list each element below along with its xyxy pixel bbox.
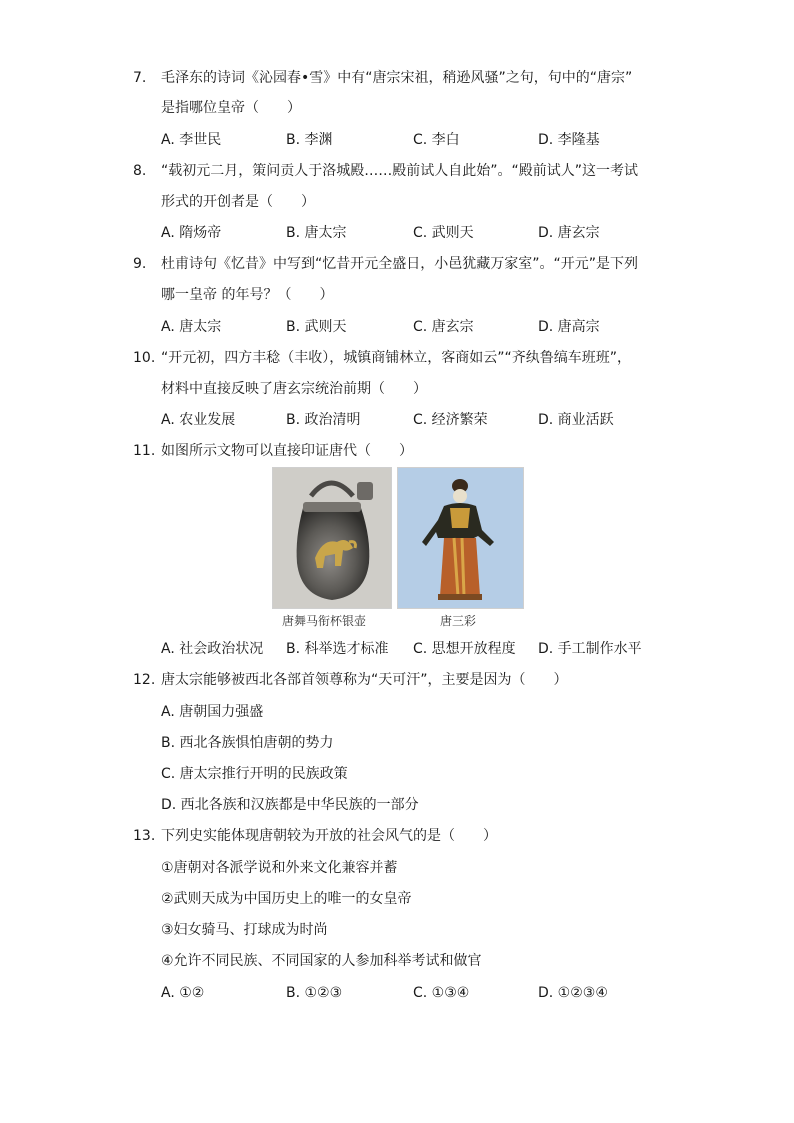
option-b[interactable]: B. 唐太宗 bbox=[286, 225, 347, 241]
option-a[interactable]: A. ①② bbox=[161, 985, 205, 1001]
option-d[interactable]: D. 西北各族和汉族都是中华民族的一部分 bbox=[161, 797, 419, 813]
option-b[interactable]: B. 政治清明 bbox=[286, 412, 361, 428]
caption-silver-pot: 唐舞马衔杯银壶 bbox=[282, 614, 367, 628]
question-stem-line: 材料中直接反映了唐玄宗统治前期（ ） bbox=[161, 381, 427, 397]
option-a[interactable]: A. 唐朝国力强盛 bbox=[161, 704, 264, 720]
option-b[interactable]: B. ①②③ bbox=[286, 985, 343, 1001]
option-c[interactable]: C. 唐太宗推行开明的民族政策 bbox=[161, 766, 348, 782]
option-d[interactable]: D. ①②③④ bbox=[538, 985, 608, 1001]
option-a[interactable]: A. 社会政治状况 bbox=[161, 641, 264, 657]
option-b[interactable]: B. 西北各族惧怕唐朝的势力 bbox=[161, 735, 334, 751]
question-stem-line: 如图所示文物可以直接印证唐代（ ） bbox=[161, 443, 413, 459]
option-c[interactable]: C. 武则天 bbox=[413, 225, 474, 241]
statement-4: ④允许不同民族、不同国家的人参加科举考试和做官 bbox=[161, 953, 482, 969]
option-d[interactable]: D. 手工制作水平 bbox=[538, 641, 642, 657]
option-d[interactable]: D. 李隆基 bbox=[538, 132, 600, 148]
option-a[interactable]: A. 唐太宗 bbox=[161, 319, 222, 335]
question-stem-line: 哪一皇帝 的年号？（ ） bbox=[161, 287, 334, 303]
statement-3: ③妇女骑马、打球成为时尚 bbox=[161, 922, 328, 938]
question-stem-line: “开元初，四方丰稔（丰收），城镇商铺林立，客商如云”“齐纨鲁缟车班班”， bbox=[161, 350, 632, 366]
question-stem-line: 唐太宗能够被西北各部首领尊称为“天可汗”，主要是因为（ ） bbox=[161, 672, 568, 688]
option-c[interactable]: C. 李白 bbox=[413, 132, 460, 148]
tang-sancai-image bbox=[397, 467, 524, 609]
option-c[interactable]: C. 思想开放程度 bbox=[413, 641, 516, 657]
option-b[interactable]: B. 李渊 bbox=[286, 132, 333, 148]
option-b[interactable]: B. 科举选才标准 bbox=[286, 641, 389, 657]
option-d[interactable]: D. 唐玄宗 bbox=[538, 225, 600, 241]
question-number: 11. bbox=[133, 443, 156, 459]
option-a[interactable]: A. 隋炀帝 bbox=[161, 225, 222, 241]
question-number: 10. bbox=[133, 350, 156, 366]
option-c[interactable]: C. 唐玄宗 bbox=[413, 319, 474, 335]
question-stem-line: 是指哪位皇帝（ ） bbox=[161, 100, 301, 116]
statement-2: ②武则天成为中国历史上的唯一的女皇帝 bbox=[161, 891, 412, 907]
question-number: 12. bbox=[133, 672, 156, 688]
silver-pot-image bbox=[272, 467, 392, 609]
option-d[interactable]: D. 唐高宗 bbox=[538, 319, 600, 335]
option-c[interactable]: C. 经济繁荣 bbox=[413, 412, 488, 428]
question-stem-line: “载初元二月，策问贡人于洛城殿……殿前试人自此始”。“殿前试人”这一考试 bbox=[161, 163, 639, 179]
option-d[interactable]: D. 商业活跃 bbox=[538, 412, 614, 428]
tang-sancai-figure-icon bbox=[398, 468, 523, 608]
option-b[interactable]: B. 武则天 bbox=[286, 319, 347, 335]
question-stem-line: 形式的开创者是（ ） bbox=[161, 194, 315, 210]
question-stem-line: 杜甫诗句《忆昔》中写到“忆昔开元全盛日，小邑犹藏万家室”。“开元”是下列 bbox=[161, 256, 639, 272]
question-number: 7. bbox=[133, 70, 147, 86]
question-stem-line: 下列史实能体现唐朝较为开放的社会风气的是（ ） bbox=[161, 828, 497, 844]
caption-tang-sancai: 唐三彩 bbox=[440, 614, 477, 628]
question-number: 9. bbox=[133, 256, 147, 272]
option-a[interactable]: A. 李世民 bbox=[161, 132, 222, 148]
option-c[interactable]: C. ①③④ bbox=[413, 985, 470, 1001]
question-stem-line: 毛泽东的诗词《沁园春•雪》中有“唐宗宋祖，稍逊风骚”之句，句中的“唐宗” bbox=[161, 70, 633, 86]
silver-pot-icon bbox=[273, 468, 391, 608]
option-a[interactable]: A. 农业发展 bbox=[161, 412, 236, 428]
question-number: 8. bbox=[133, 163, 147, 179]
statement-1: ①唐朝对各派学说和外来文化兼容并蓄 bbox=[161, 860, 398, 876]
question-number: 13. bbox=[133, 828, 156, 844]
